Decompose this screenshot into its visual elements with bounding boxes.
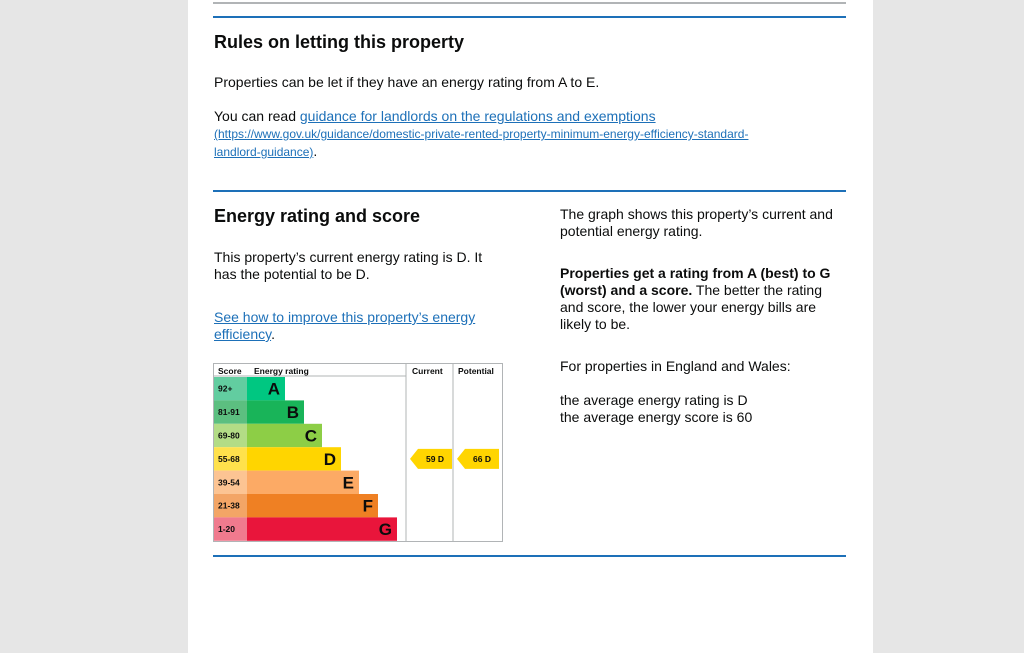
averages (560, 392, 752, 426)
improve-link-block (214, 309, 534, 343)
header-potential: Potential (458, 366, 494, 376)
current-rating-text (214, 249, 534, 283)
guidance-paragraph (214, 108, 834, 161)
score-range-f: 21-38 (218, 500, 240, 511)
rating-letter-a: A (267, 379, 280, 399)
header-current: Current (412, 366, 443, 376)
score-range-d: 55-68 (218, 453, 240, 464)
score-range-b: 81-91 (218, 407, 240, 418)
improve-efficiency-link-cont[interactable]: efficiency (214, 326, 272, 342)
rating-explanation (560, 265, 850, 333)
rating-letter-b: B (286, 403, 299, 423)
potential-rating-arrow-label: 66 D (473, 453, 491, 464)
guidance-suffix: . (313, 143, 318, 159)
guidance-url-link[interactable]: (https://www.gov.uk/guidance/domestic-private-rented-property-minimum-energy-efficiency-standard- (214, 127, 749, 141)
guidance-prefix: You can read (214, 108, 300, 124)
rating-bar-f (247, 494, 378, 517)
average-rating: the average energy rating is D (560, 392, 748, 408)
rating-letter-e: E (342, 473, 354, 493)
rules-heading: Rules on letting this property (214, 32, 465, 52)
current-rating-line1: This property’s current energy rating is D. It (214, 249, 483, 265)
rating-explanation-line1: Properties get a rating from A (best) to G (560, 265, 831, 281)
score-range-c: 69-80 (218, 430, 240, 441)
rating-letter-f: F (362, 496, 373, 516)
section-divider-energy (213, 190, 846, 192)
rating-explanation-line4: likely to be. (560, 316, 631, 332)
current-rating-arrow-label: 59 D (426, 453, 444, 464)
score-range-a: 92+ (218, 383, 233, 394)
section-divider-rules (213, 16, 846, 18)
graph-line2: potential energy rating. (560, 223, 703, 239)
energy-heading: Energy rating and score (214, 206, 421, 226)
header-score: Score (218, 366, 242, 376)
rating-explanation-line3: and score, the lower your energy bills are (560, 299, 817, 315)
improve-efficiency-link[interactable]: See how to improve this property’s energy (214, 309, 476, 325)
score-range-g: 1-20 (218, 524, 236, 535)
rating-bar-g (247, 517, 397, 540)
top-divider (213, 2, 846, 4)
rating-letter-g: G (378, 520, 392, 540)
average-score: the average energy score is 60 (560, 409, 753, 425)
rating-letter-d: D (323, 449, 336, 469)
epc-chart (213, 363, 503, 542)
epc-chart-svg (214, 364, 502, 541)
section-divider-bottom (213, 555, 846, 557)
graph-explanation (560, 206, 850, 240)
current-rating-line2: has the potential to be D. (214, 266, 370, 282)
england-wales-label: For properties in England and Wales: (560, 358, 791, 374)
rating-letter-c: C (304, 426, 317, 446)
rating-explanation-bold: (worst) and a score. (560, 282, 693, 298)
guidance-link[interactable]: guidance for landlords on the regulations and exemptions (299, 108, 656, 124)
graph-line1: The graph shows this property’s current and (560, 206, 833, 222)
rating-explanation-line2 (560, 282, 850, 299)
header-energy-rating: Energy rating (254, 366, 309, 376)
guidance-url-link-cont[interactable]: landlord-guidance) (214, 145, 314, 159)
rating-explanation-rest: The better the rating (692, 282, 822, 298)
rules-paragraph: Properties can be let if they have an energy rating from A to E. (214, 74, 600, 90)
improve-suffix: . (271, 326, 275, 342)
score-range-e: 39-54 (218, 477, 240, 488)
